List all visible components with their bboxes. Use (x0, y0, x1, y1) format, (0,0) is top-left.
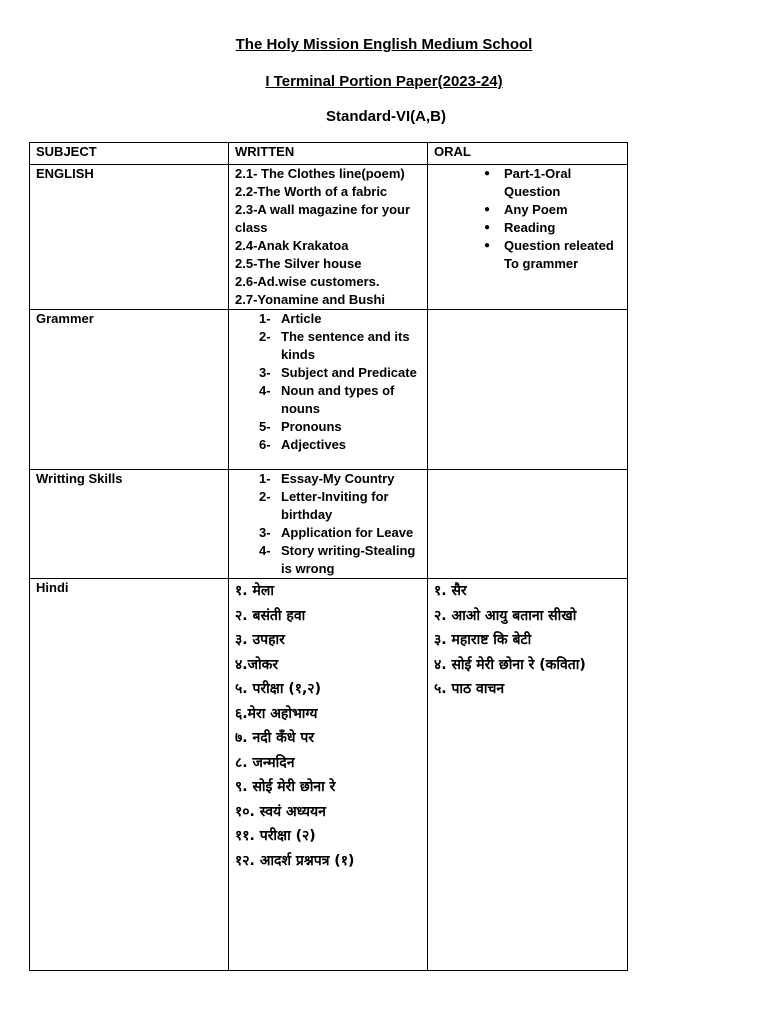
paper-title: I Terminal Portion Paper(2023-24) (265, 73, 503, 90)
list-item: 2.7-Yonamine and Bushi (235, 292, 386, 307)
list-item-text: Pronouns (281, 419, 342, 434)
item-number: 3- (259, 365, 271, 380)
grammer-written-list (235, 310, 421, 454)
written-hindi (229, 579, 428, 971)
list-item (235, 542, 421, 578)
list-item (235, 418, 421, 436)
list-item-text: Subject and Predicate (281, 365, 417, 380)
list-item: ७. नदी कँधे पर (235, 730, 315, 746)
hindi-oral-list (434, 579, 621, 702)
list-item: 2.3-A wall magazine for your class (235, 202, 411, 235)
oral-continuation: To grammer (504, 256, 579, 271)
standard-title: Standard-VI(A,B) (326, 108, 446, 125)
item-number: 5- (259, 419, 271, 434)
list-item: १. सैर (434, 583, 467, 599)
list-item: ५. परीक्षा (१,२) (235, 681, 321, 697)
list-item-text: Any Poem (504, 202, 568, 217)
oral-hindi (428, 579, 628, 971)
list-item: ३. उपहार (235, 632, 285, 648)
item-number: 4- (259, 383, 271, 398)
list-item: ५. पाठ वाचन (434, 681, 505, 697)
list-item: 2.4-Anak Krakatoa (235, 238, 349, 253)
list-item (235, 470, 421, 488)
english-oral-list (434, 165, 621, 255)
list-item: ८. जन्मदिन (235, 754, 295, 771)
list-item: 2.5-The Silver house (235, 256, 362, 271)
list-item: 2.1- The Clothes line(poem) (235, 166, 405, 181)
english-written-list (235, 165, 421, 309)
writing-written-list (235, 470, 421, 578)
list-item: १. मेला (235, 583, 274, 599)
table-row-english (30, 165, 628, 310)
item-number: 2- (259, 489, 271, 504)
list-item-text: Adjectives (281, 437, 347, 452)
item-number: 2- (259, 329, 271, 344)
list-item: ३. महाराष्ट कि बेटी (434, 632, 532, 648)
list-item-text: Application for Leave (281, 525, 414, 540)
list-item: ९. सोई मेरी छोना रे (235, 779, 336, 795)
item-number: 1- (259, 311, 271, 326)
table-row-hindi (30, 579, 628, 971)
list-item-text: Reading (504, 220, 556, 235)
item-number: 6- (259, 437, 271, 452)
list-item-text: Part-1-Oral Question (504, 166, 572, 199)
item-number: 1- (259, 471, 271, 486)
list-item (235, 436, 421, 454)
list-item-text: Question releated (504, 238, 614, 253)
list-item (235, 310, 421, 328)
subject-writing: Writting Skills (30, 470, 229, 579)
subject-grammer: Grammer (30, 310, 229, 470)
subject-hindi: Hindi (30, 579, 229, 971)
list-item (434, 201, 621, 219)
bullet-icon: ● (484, 222, 491, 233)
list-item-text: Article (281, 311, 322, 326)
list-item: २. बसंती हवा (235, 607, 306, 624)
list-item: 2.2-The Worth of a fabric (235, 184, 388, 199)
list-item: १२. आदर्श प्रश्नपत्र (१) (235, 852, 355, 869)
list-item (434, 165, 621, 201)
oral-writing (428, 470, 628, 579)
list-item: ४.जोकर (235, 656, 279, 673)
list-item (235, 382, 421, 418)
list-item (235, 488, 421, 524)
list-item: ११. परीक्षा (२) (235, 828, 316, 844)
list-item: २. आओ आयु बताना सीखो (434, 607, 577, 624)
list-item: १०. स्वयं अध्ययन (235, 803, 326, 820)
list-item-text: Story writing-Stealing is wrong (281, 543, 416, 576)
school-name: The Holy Mission English Medium School (235, 36, 533, 53)
hindi-written-list (235, 579, 421, 873)
item-number: 4- (259, 543, 271, 558)
list-item-text: Letter-Inviting for birthday (281, 489, 389, 522)
portion-table (29, 142, 628, 971)
written-grammer (229, 310, 428, 470)
list-item: 2.6-Ad.wise customers. (235, 274, 380, 289)
list-item-text: Essay-My Country (281, 471, 395, 486)
list-item: ६.मेरा अहोभाग्य (235, 705, 318, 722)
oral-grammer (428, 310, 628, 470)
list-item (235, 328, 421, 364)
list-item: ४. सोई मेरी छोना रे (कविता) (434, 656, 586, 673)
column-header-subject: SUBJECT (30, 143, 229, 165)
bullet-icon: ● (484, 240, 491, 251)
item-number: 3- (259, 525, 271, 540)
list-item-text: The sentence and its kinds (281, 329, 410, 362)
list-item-text: Noun and types of nouns (281, 383, 395, 416)
bullet-icon: ● (484, 168, 491, 179)
table-header-row (30, 143, 628, 165)
table-row-writing (30, 470, 628, 579)
list-item (235, 524, 421, 542)
list-item (235, 364, 421, 382)
list-item (434, 237, 621, 255)
written-english (229, 165, 428, 310)
written-writing (229, 470, 428, 579)
bullet-icon: ● (484, 204, 491, 215)
subject-english: ENGLISH (30, 165, 229, 310)
column-header-written: WRITTEN (229, 143, 428, 165)
column-header-oral: ORAL (428, 143, 628, 165)
list-item (434, 219, 621, 237)
oral-english (428, 165, 628, 310)
table-row-grammer (30, 310, 628, 470)
